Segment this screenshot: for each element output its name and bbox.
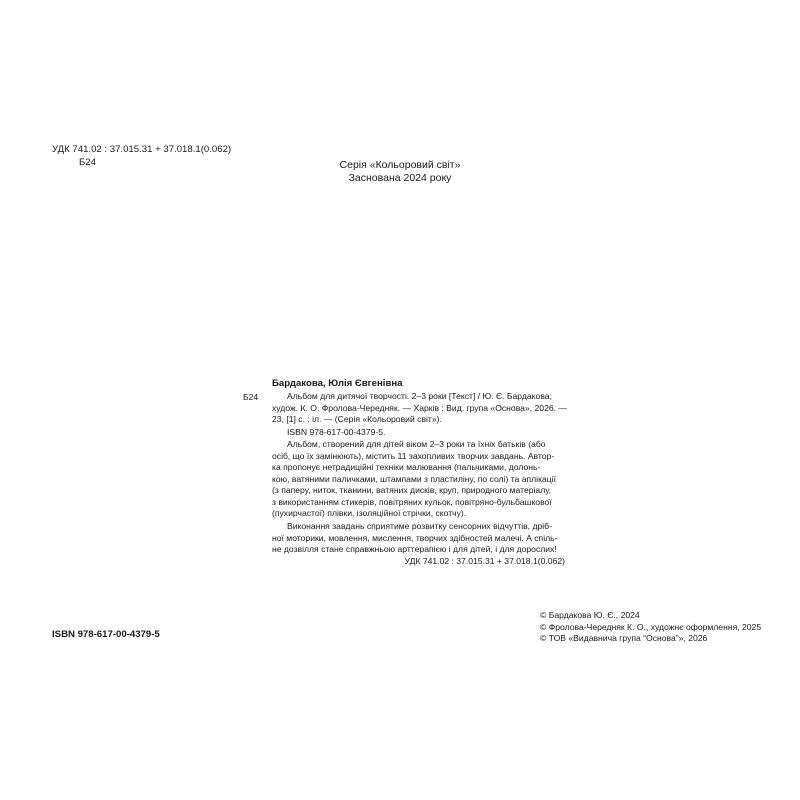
catalog-abstract <box>272 439 556 520</box>
abstract-line: не дозвілля стане справжньою арттерапією і для дітей, і для дорослих! <box>272 544 557 554</box>
copyright-line: © Бардакова Ю. Є., 2024 <box>540 610 640 620</box>
catalog-author-heading: Бардакова, Юлія Євгенівна <box>272 378 403 389</box>
series-founded: Заснована 2024 року <box>348 172 452 184</box>
series-title: Серія «Кольоровий світ» <box>339 159 461 171</box>
abstract-line: Виконання завдань сприятиме розвитку сенсорних відчуттів, дріб- <box>287 521 552 531</box>
abstract-line: кою, ватяними паличками, штампами з пластиліну, по солі) та аплікації <box>272 473 557 484</box>
copyright-block <box>540 610 761 645</box>
abstract-line: ної моторики, мовлення, мислення, творчих здібностей малечі. А спіль- <box>272 532 558 543</box>
description-line: Альбом для дитячої творчості. 2–3 роки [Текст] / Ю. Є. Бардакова; <box>287 391 552 401</box>
catalog-isbn: ISBN 978-617-00-4379-5. <box>287 427 386 437</box>
catalog-author-mark: Б24 <box>243 392 259 402</box>
description-line: 23, [1] с. : іл. — (Серія «Кольоровий світ»). <box>272 414 442 424</box>
udk-classification-top: УДК 741.02 : 37.015.31 + 37.018.1(0.062) <box>52 144 232 155</box>
abstract-line: ка пропонує нетрадиційні техніки малювання (пальчиками, долонь- <box>272 462 541 472</box>
udk-classification-bottom: УДК 741.02 : 37.015.31 + 37.018.1(0.062) <box>404 556 565 566</box>
abstract-line: осіб, що їх замінюють), містить 11 захопливих творчих завдань. Автор- <box>272 450 555 461</box>
copyright-line: © ТОВ «Видавнича група “Основа”», 2026 <box>540 633 708 643</box>
footer-isbn: ISBN 978-617-00-4379-5 <box>52 629 160 640</box>
abstract-line: (з паперу, ниток, тканини, ватяних дисків, круп, природного матеріалу, <box>272 485 552 495</box>
catalog-description <box>272 391 568 426</box>
copyright-line: © Фролова-Чередняк К. О., художнє оформлення, 2025 <box>540 621 762 632</box>
description-line: худож. К. О. Фролова-Чередняк. — Харків : Вид. група «Основа», 2026. — <box>272 402 568 413</box>
abstract-line: (пухирчастої) плівки, ізоляційної стрічки, скотчу). <box>272 508 467 518</box>
author-mark-top: Б24 <box>79 157 96 168</box>
abstract-line: Альбом, створений для дітей віком 2–3 роки та їхніх батьків (або <box>287 439 546 449</box>
abstract-line: з використанням стикерів, повітряних кульок, повітряно-бульбашкової <box>272 496 552 507</box>
catalog-abstract-2 <box>272 521 557 556</box>
